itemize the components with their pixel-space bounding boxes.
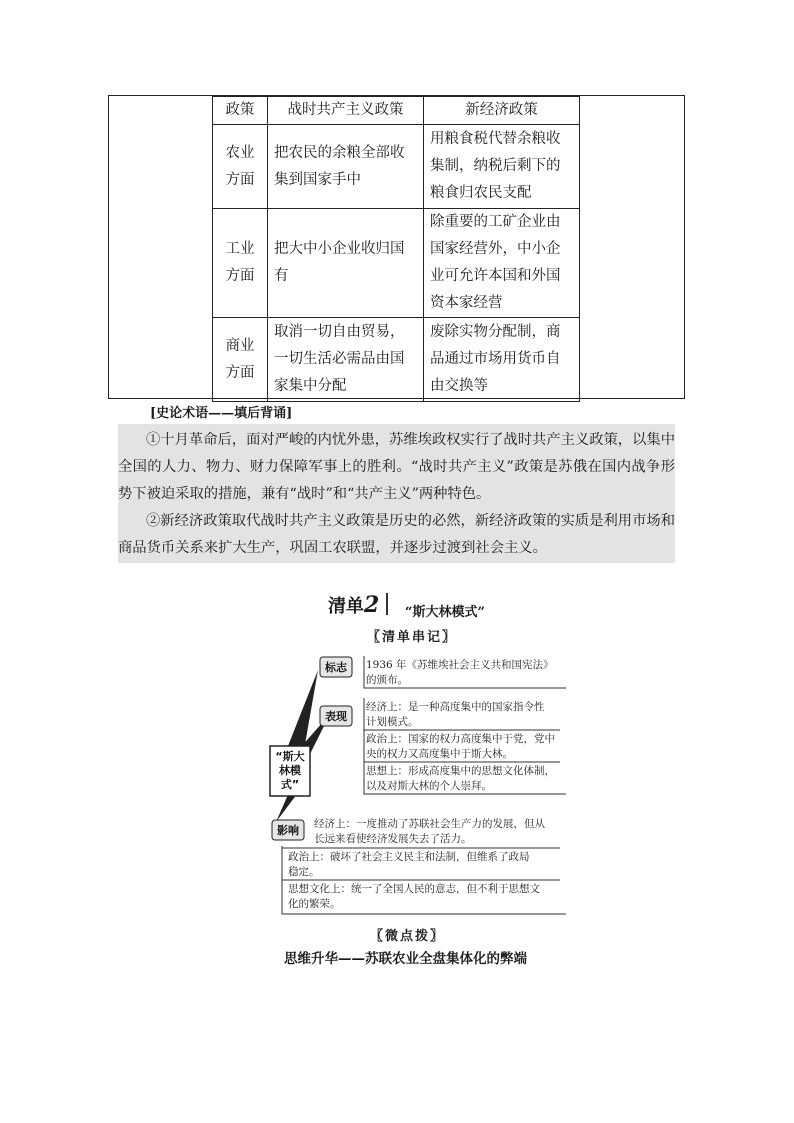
center-text: 式” [280,778,300,791]
header-war-communism: 战时共产主义政策 [268,97,424,125]
list-2-title: “斯大林模式” [405,605,485,620]
war-communism-cell: 把大中小企业收归国有 [268,209,424,318]
table-header-row [213,97,580,125]
aspect-label: 方面 [225,364,255,381]
biaoxian-label: 表现 [325,710,347,723]
yingxiang-label: 影响 [277,824,299,837]
nep-cell: 除重要的工矿企业由国家经营外，中小企业可允许本国和外国资本家经营 [424,209,580,318]
micro-tip-title: 〖微点拨〗 [370,929,446,944]
nep-cell: 废除实物分配制，商品通过市场用货币自由交换等 [424,318,580,402]
aspect-label: 农业 [225,144,255,161]
stalin-model-mindmap [260,650,580,920]
war-communism-cell: 取消一切自由贸易，一切生活必需品由国家集中分配 [268,318,424,402]
biaoxian-politics: 央的权力又高度集中于斯大林。 [366,748,513,760]
aspect-label: 方面 [225,171,255,188]
biaoxian-economy: 经济上：是一种高度集中的国家指令性 [366,701,545,713]
aspect-label: 商业 [225,337,255,354]
list-2-heading [328,592,379,618]
aspect-label: 工业 [225,241,255,257]
yingxiang-politics: 稳定。 [288,866,320,878]
list-number: 2 [364,592,380,618]
terms-section-label: [史论术语——填后背诵] [150,406,293,421]
biaozhi-text: 1936 年《苏维埃社会主义共和国宪法》 [366,659,554,671]
war-communism-cell: 把农民的余粮全部收集到国家手中 [268,125,424,209]
table-row-industry [213,209,580,318]
biaoxian-politics: 政治上：国家的权力高度集中于党，党中 [366,733,555,745]
center-text: “斯大 [275,750,305,763]
micro-tip-subtitle: 思维升华——苏联农业全盘集体化的弊端 [284,951,527,967]
table-row-commerce [213,318,580,402]
header-new-economic-policy: 新经济政策 [424,97,580,125]
aspect-label: 方面 [225,268,255,284]
header-policy: 政策 [213,97,268,125]
yingxiang-economy: 经济上：一度推动了苏联社会生产力的发展，但从 [314,818,545,830]
notes-title: 〖清单串记〗 [367,630,458,645]
biaozhi-label: 标志 [325,661,347,674]
biaoxian-thought: 以及对斯大林的个人崇拜。 [366,780,492,792]
terms-paragraph-1: ①十月革命后，面对严峻的内忧外患，苏维埃政权实行了战时共产主义政策，以集中全国的人力、物力、财力保障军事上的胜利。“战时共产主义”政策是苏俄在国内战争形势下被迫采取的措施，兼有“战时”和“共产主义”两种特色。 [118,432,675,502]
biaoxian-thought: 思想上：形成高度集中的思想文化体制， [366,765,555,777]
yingxiang-politics: 政治上：破坏了社会主义民主和法制，但维系了政局 [288,851,530,863]
aspect-cell [213,125,268,209]
yingxiang-culture: 思想文化上：统一了全国人民的意志，但不利于思想文 [288,883,540,895]
yingxiang-economy: 长远来看使经济发展失去了活力。 [314,833,472,845]
aspect-cell [213,209,268,318]
list-prefix: 清单 [328,596,364,617]
nep-cell: 用粮食税代替余粮收集制，纳税后剩下的粮食归农民支配 [424,125,580,209]
policy-comparison-table [212,96,580,402]
terms-paragraph-2: ②新经济政策取代战时共产主义政策是历史的必然，新经济政策的实质是利用市场和商品货币关系来扩大生产，巩固工农联盟，并逐步过渡到社会主义。 [118,513,675,556]
aspect-cell [213,318,268,402]
table-row-agriculture [213,125,580,209]
center-text: 林模 [279,764,301,777]
yingxiang-culture: 化的繁荣。 [288,898,341,910]
biaozhi-text: 的颁布。 [366,674,408,686]
biaoxian-economy: 计划模式。 [366,716,419,728]
heading-divider [386,593,388,615]
